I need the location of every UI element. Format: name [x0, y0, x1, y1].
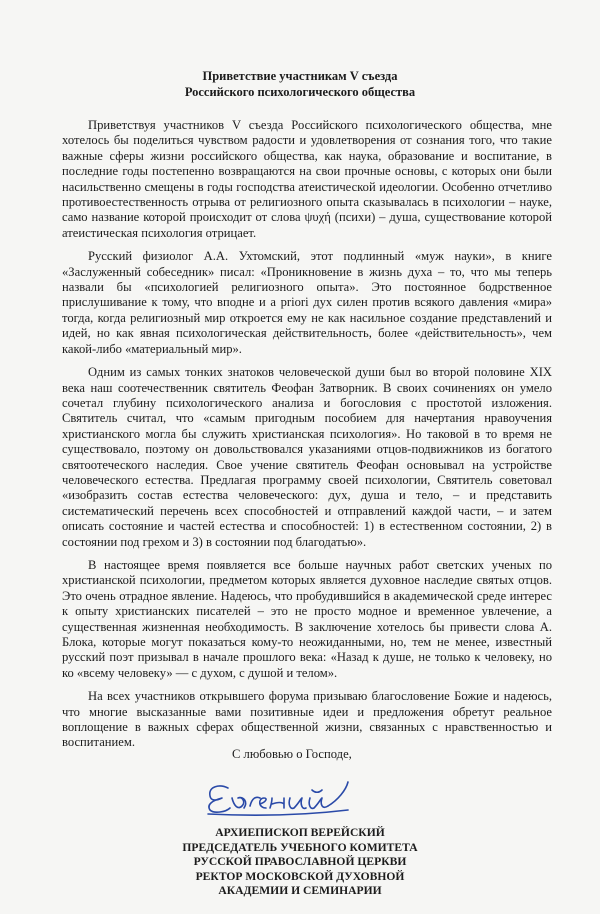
closing-line: С любовью о Господе,	[232, 747, 352, 761]
paragraph-1: Приветствуя участников V съезда Российского психологического общества, мне хотелось бы поделиться чувством радости и удовлетворения от сознания того, что такие важные сферы жизни российского общества, как наука, образование и воспитание, в последние годы постепенно возвращаются на свои прочные основы, с которых они были насильственно смещены в годы господства атеистической идеологии. Особенно отчетливо противоестественность отрыва от религиозного опыта сказывалась в психологии – науке, само название которой происходит от слова ψυχή (психи) – душа, существование которой атеистическая психология отрицает.	[62, 118, 552, 240]
paragraph-5: На всех участников открывшего форума призываю благословение Божие и надеюсь, что многие высказанные вами позитивные идеи и предложения обретут реальное воплощение в важных сферах общественной жизни, связанных с нравственностью и воспитанием.	[62, 689, 552, 750]
handwritten-signature	[198, 776, 368, 818]
title-line-2: Российского психологического общества	[184, 85, 416, 99]
signatory-line-1: АРХИЕПИСКОП ВЕРЕЙСКИЙ	[215, 826, 385, 839]
paragraph-4: В настоящее время появляется все больше научных работ светских ученых по христианской психологии, предметом которых является духовное наследие святых отцов. Это очень отрадное явление. Надеюсь, что пробудившийся в академической среде интерес к опыту христианских писателей – это не просто модное и временное увлечение, а существенная жизненная необходимость. В заключение хотелось бы привести слова А. Блока, которые могут показаться кому-то неожиданными, но, тем не менее, известный русский поэт призывал в начале прошлого века: «Назад к душе, не только к человеку, но ко «всему человеку» — с духом, с душой и телом».	[62, 557, 552, 680]
signatory-line-2: ПРЕДСЕДАТЕЛЬ УЧЕБНОГО КОМИТЕТА	[182, 840, 418, 854]
paragraph-2: Русский физиолог А.А. Ухтомский, этот подлинный «муж науки», в книге «Заслуженный собеседник» писал: «Проникновение в жизнь духа – то, что мы теперь назвали бы «психологией религиозного опыта». Это постоянное бодрственное прислушивание к тому, что вподне и a priori дух силен против всякого давления «мира» тогда, когда религиозный мир откроется ему не как насильное создание представлений и идей, но как явная психологическая действительность, более «действительность», чем какой-либо «материальный мир».	[62, 249, 552, 356]
title-line-1: Приветствие участникам V съезда	[202, 69, 398, 83]
paragraph-3: Одним из самых тонких знатоков человеческой души был во второй половине XIX века наш соотечественник святитель Феофан Затворник. В своих сочинениях он умело сочетал глубину психологического анализа и богословия с простотой изложения. Святитель считал, что «самым пригодным пособием для начертания нравоучения христианского могла бы служить христианская психология». Но таковой в то время не существовало, поэтому он довольствовался указаниями отцов-подвижников из богатого святоотеческого наследия. Свое учение святитель Феофан основывал на устройстве человеческого естества. Предлагая программу своей психологии, Святитель советовал «изобразить состав естества человеческого: дух, душа и тело, – и представить систематический перечень всех способностей и отправлений каждой части, – и затем описать состояние и частей естества и способностей: 1) в естественном состоянии, 2) в состоянии под грехом и 3) в состоянии под благодатью».	[62, 365, 552, 549]
signatory-line-4: РЕКТОР МОСКОВСКОЙ ДУХОВНОЙ	[195, 869, 405, 883]
letter-title	[60, 68, 540, 100]
signatory-line-3: РУССКОЙ ПРАВОСЛАВНОЙ ЦЕРКВИ	[193, 855, 407, 869]
signatory-line-5: АКАДЕМИИ И СЕМИНАРИИ	[218, 884, 382, 898]
signatory-block	[100, 826, 500, 899]
letter-body	[62, 118, 552, 751]
